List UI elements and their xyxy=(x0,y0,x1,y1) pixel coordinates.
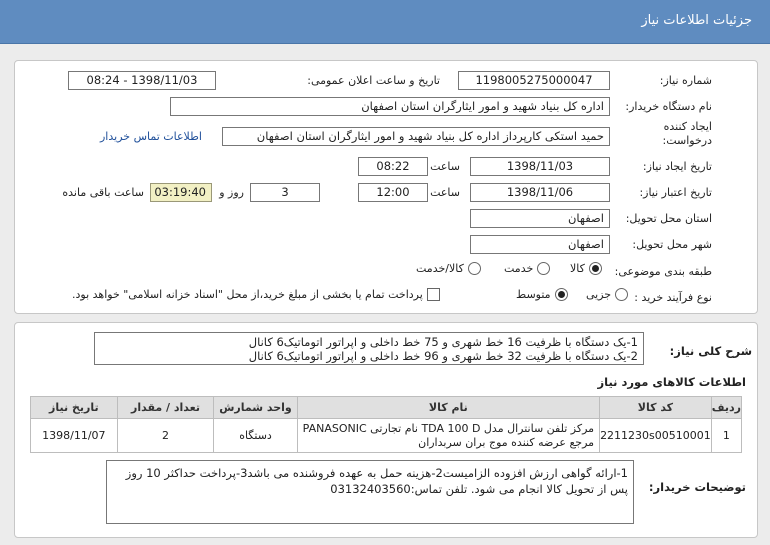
item-name-line1: مرکز تلفن سانترال مدل TDA 100 D نام تجارتی PANASONIC xyxy=(302,421,595,435)
creator-field: حمید استکی کارپرداز اداره کل بنیاد شهید و امور ایثارگران استان اصفهان xyxy=(222,127,610,146)
radio-icon xyxy=(615,288,628,301)
page-title: جزئیات اطلاعات نیاز xyxy=(641,13,752,28)
items-section-title: اطلاعات کالاهای مورد نیاز xyxy=(597,375,746,389)
radio-selected-icon xyxy=(589,262,602,275)
description-line: 1-یک دستگاه با ظرفیت 16 خط شهری و 75 خط داخلی و اپراتور اتوماتیک6 کانال xyxy=(248,335,638,349)
buyer-notes-box xyxy=(106,460,634,524)
valid-date-label: تاریخ اعتبار نیاز: xyxy=(639,186,712,199)
description-label: شرح کلی نیاز: xyxy=(669,344,752,358)
col-unit: واحد شمارش xyxy=(214,397,297,419)
table-header-row xyxy=(31,397,742,419)
description-line: 2-یک دستگاه با ظرفیت 32 خط شهری و 96 خط داخلی و اپراتور اتوماتیک6 کانال xyxy=(248,349,638,363)
buyer-notes-line: 1-ارائه گواهی ارزش افزوده الزامیست2-هزینه حمل به عهده فروشنده می باشد3-پرداخت حداکثر 10 روز xyxy=(125,466,628,480)
treasury-option[interactable] xyxy=(72,288,440,301)
buyer-contact-link[interactable]: اطلاعات تماس خریدار xyxy=(100,130,202,143)
buyer-org-field: اداره کل بنیاد شهید و امور ایثارگران استان اصفهان xyxy=(170,97,610,116)
category-option-service[interactable] xyxy=(504,262,550,275)
creator-label-line1: ایجاد کننده xyxy=(663,120,712,133)
cell-name xyxy=(297,419,599,453)
items-table xyxy=(30,396,742,453)
col-qty: تعداد / مقدار xyxy=(117,397,214,419)
announce-date-label: تاریخ و ساعت اعلان عمومی: xyxy=(307,74,440,87)
city-label: شهر محل تحویل: xyxy=(632,238,712,251)
cell-row: 1 xyxy=(711,419,741,453)
process-option-label: جزیی xyxy=(586,288,612,301)
category-option-label: خدمت xyxy=(504,262,534,275)
cell-date: 1398/11/07 xyxy=(31,419,118,453)
category-option-goods-service[interactable] xyxy=(416,262,481,275)
need-number-label: شماره نیاز: xyxy=(659,74,712,87)
process-option-medium[interactable] xyxy=(516,288,568,301)
page-header xyxy=(0,0,770,44)
radio-icon xyxy=(468,262,481,275)
announce-date-field: 1398/11/03 - 08:24 xyxy=(68,71,216,90)
description-box xyxy=(94,332,644,365)
province-field: اصفهان xyxy=(470,209,610,228)
radio-selected-icon xyxy=(555,288,568,301)
category-option-label: کالا/خدمت xyxy=(416,262,464,275)
cell-qty: 2 xyxy=(117,419,214,453)
radio-icon xyxy=(537,262,550,275)
days-field: 3 xyxy=(250,183,320,202)
province-label: استان محل تحویل: xyxy=(625,212,712,225)
col-date: تاریخ نیاز xyxy=(31,397,118,419)
table-row xyxy=(31,419,742,453)
col-name: نام کالا xyxy=(297,397,599,419)
days-label: روز و xyxy=(219,186,244,199)
cell-code: 2211230s00510001 xyxy=(600,419,712,453)
create-time-field: 08:22 xyxy=(358,157,428,176)
category-option-label: کالا xyxy=(570,262,585,275)
buyer-notes-line: پس از تحویل کالا انجام می شود. تلفن تماس:03132403560 xyxy=(330,482,628,496)
need-number-field: 1198005275000047 xyxy=(458,71,610,90)
buyer-org-label: نام دستگاه خریدار: xyxy=(625,100,712,113)
creator-label-line2: درخواست: xyxy=(662,134,712,147)
treasury-note: پرداخت تمام یا بخشی از مبلغ خرید،از محل "اسناد خزانه اسلامی" خواهد بود. xyxy=(72,288,423,301)
valid-time-label: ساعت xyxy=(430,186,460,199)
city-field: اصفهان xyxy=(470,235,610,254)
remaining-time-field: 03:19:40 xyxy=(150,183,212,202)
category-label: طبقه بندی موضوعی: xyxy=(614,265,712,278)
category-option-goods[interactable] xyxy=(570,262,602,275)
cell-unit: دستگاه xyxy=(214,419,297,453)
process-type-label: نوع فرآیند خرید : xyxy=(634,291,712,304)
buyer-notes-label: توضیحات خریدار: xyxy=(648,480,746,494)
create-date-label: تاریخ ایجاد نیاز: xyxy=(642,160,712,173)
col-row: ردیف xyxy=(711,397,741,419)
remaining-time-label: ساعت باقی مانده xyxy=(62,186,144,199)
process-option-minor[interactable] xyxy=(586,288,628,301)
create-date-field: 1398/11/03 xyxy=(470,157,610,176)
process-option-label: متوسط xyxy=(516,288,551,301)
valid-date-field: 1398/11/06 xyxy=(470,183,610,202)
col-code: کد کالا xyxy=(600,397,712,419)
create-time-label: ساعت xyxy=(430,160,460,173)
valid-time-field: 12:00 xyxy=(358,183,428,202)
item-name-line2: مرجع عرضه کننده موج بران سربداران xyxy=(418,435,595,449)
checkbox-icon xyxy=(427,288,440,301)
